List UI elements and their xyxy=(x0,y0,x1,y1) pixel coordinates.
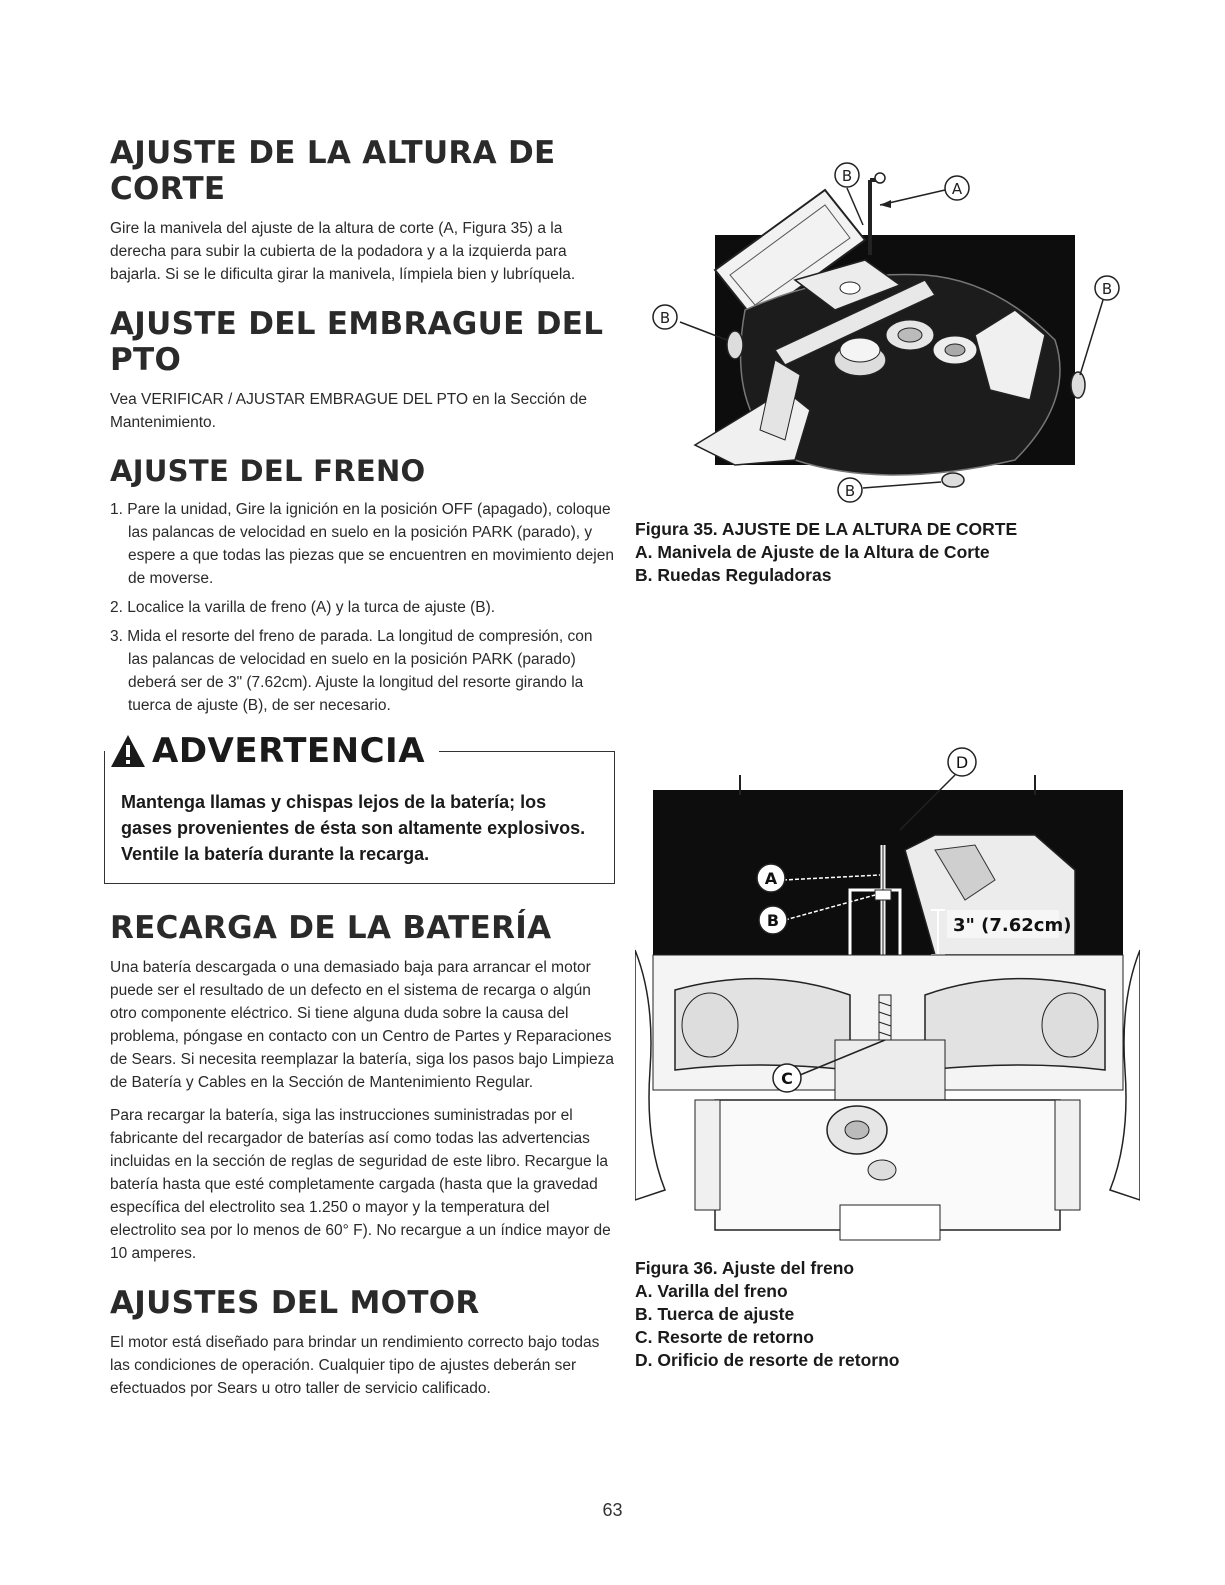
left-column xyxy=(110,135,615,1410)
brake-title: AJUSTE DEL FRENO xyxy=(110,454,426,488)
warning-title: ADVERTENCIA xyxy=(152,731,426,771)
fig36-callout-c: C xyxy=(781,1069,793,1088)
page-number: 63 xyxy=(602,1500,623,1520)
fig36-measurement: 3" (7.62cm) xyxy=(953,915,1072,936)
figure-35 xyxy=(635,160,1135,587)
fig35-callout-a: A xyxy=(951,180,963,198)
battery-paragraph-1: Una batería descargada o una demasiado baja para arrancar el motor puede ser el resultado de un defecto en el sistema de recarga o algún otro componente eléctrico. Si tiene alguna duda sobre la causa del problema, póngase en contacto con un Centro de Partes y Reparaciones de Sears. Si necesita reemplazar la batería, siga los pasos bajo Limpieza de Batería y Cables en la Sección de Mantenimiento Regular. xyxy=(110,959,615,1091)
warning-text: Mantenga llamas y chispas lejos de la batería; los gases provenientes de ésta son altamente explosivos. Ventile la batería durante la recarga. xyxy=(121,792,586,864)
fig35-callout-b-right: B xyxy=(1101,280,1113,298)
battery-paragraph-2: Para recargar la batería, siga las instrucciones suministradas por el fabricante del recargador de baterías así como todas las advertencias incluidas en la sección de reglas de seguridad de este libro. Recargue la batería hasta que esté completamente cargada (hasta que la gravedad específica del electrolito sea 1.250 o mayor y la temperatura del electrolito sea por lo menos de 60° F). No recargue a un índice mayor de 10 amperes. xyxy=(110,1107,611,1262)
fig36-caption-a: A. Varilla del freno xyxy=(635,1281,788,1301)
fig36-caption-title: Figura 36. Ajuste del freno xyxy=(635,1258,855,1278)
fig36-caption-d: D. Orificio de resorte de retorno xyxy=(635,1350,900,1370)
engine-body: El motor está diseñado para brindar un rendimiento correcto bajo todas las condiciones de operación. Cualquier tipo de ajustes deberán ser efectuados por Sears u otro taller de servicio calificado. xyxy=(110,1334,600,1397)
fig35-caption-title: Figura 35. AJUSTE DE LA ALTURA DE CORTE xyxy=(635,519,1018,539)
brake-assembly-illustration xyxy=(635,740,1140,1245)
mower-deck-illustration xyxy=(635,160,1135,510)
engine-title: AJUSTES DEL MOTOR xyxy=(110,1285,480,1321)
fig35-caption-a: A. Manivela de Ajuste de la Altura de Corte xyxy=(635,542,990,562)
fig35-caption-b: B. Ruedas Reguladoras xyxy=(635,565,832,585)
warning-triangle-icon xyxy=(110,734,146,768)
fig35-callout-b-bottom: B xyxy=(844,482,856,500)
brake-step-2: 2. Localice la varilla de freno (A) y la turca de ajuste (B). xyxy=(110,599,496,616)
brake-steps xyxy=(110,498,615,717)
pto-title: AJUSTE DEL EMBRAGUE DEL PTO xyxy=(110,306,604,378)
cut-height-body: Gire la manivela del ajuste de la altura de corte (A, Figura 35) a la derecha para subir la cubierta de la podadora y a la izquierda para bajarla. Si se le dificulta girar la manivela, límpiela bien y lubríquela. xyxy=(110,220,576,283)
battery-title: RECARGA DE LA BATERÍA xyxy=(110,910,552,946)
fig36-callout-b: B xyxy=(766,911,780,930)
warning-rule xyxy=(439,751,615,752)
warning-box xyxy=(110,729,615,884)
brake-step-3: 3. Mida el resorte del freno de parada. La longitud de compresión, con las palancas de velocidad en suelo en la posición PARK (parado) deberá ser de 3" (7.62cm). Ajuste la longitud del resorte girando la tuerca de ajuste (B), de ser necesario. xyxy=(110,628,593,714)
fig35-callout-b-left: B xyxy=(659,309,671,327)
brake-step-1: 1. Pare la unidad, Gire la ignición en la posición OFF (apagado), coloque las palancas de velocidad en suelo en la posición PARK (parado), y espere a que todas las piezas que se encuentren en movimiento dejen de moverse. xyxy=(110,501,614,587)
figure-36-caption xyxy=(635,1257,1135,1372)
figure-35-caption xyxy=(635,518,1135,587)
fig35-callout-b-top: B xyxy=(841,167,853,185)
fig36-caption-b: B. Tuerca de ajuste xyxy=(635,1304,795,1324)
figure-36 xyxy=(635,740,1135,1372)
figure-35-illustration xyxy=(635,160,1135,510)
figure-36-illustration xyxy=(635,740,1135,1245)
pto-body: Vea VERIFICAR / AJUSTAR EMBRAGUE DEL PTO en la Sección de Mantenimiento. xyxy=(110,391,587,431)
fig36-callout-a: A xyxy=(764,869,778,888)
cut-height-title: AJUSTE DE LA ALTURA DE CORTE xyxy=(110,135,556,207)
fig36-callout-d: D xyxy=(955,753,969,772)
fig36-caption-c: C. Resorte de retorno xyxy=(635,1327,814,1347)
